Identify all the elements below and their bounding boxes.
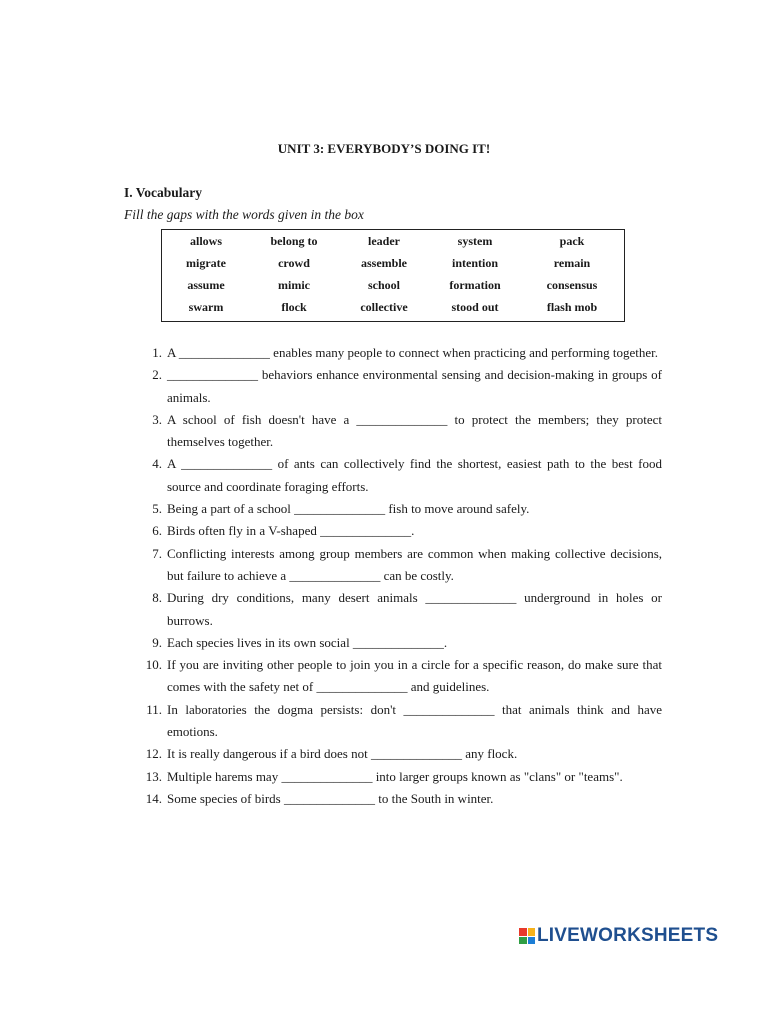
question-item	[138, 699, 662, 744]
question-text: ______________ behaviors enhance environmental sensing and decision-making in groups of animals.	[167, 367, 662, 405]
question-item	[138, 453, 662, 498]
question-item	[138, 587, 662, 632]
word-option: consensus	[546, 278, 598, 292]
word-option: allows	[189, 234, 222, 248]
question-text: A school of fish doesn't have a ______________ to protect the members; they protect themselves together.	[167, 411, 662, 450]
question-text: Each species lives in its own social ______________.	[167, 634, 448, 650]
word-option: remain	[553, 256, 591, 270]
logo-text: LIVEWORKSHEETS	[537, 925, 719, 946]
question-number: 8.	[152, 590, 162, 606]
question-number: 2.	[152, 367, 162, 383]
question-text: Birds often fly in a V-shaped ______________.	[167, 523, 415, 539]
logo-icon	[519, 928, 535, 944]
word-row	[162, 254, 624, 272]
word-option: mimic	[278, 278, 310, 292]
question-text: A ______________ of ants can collectively find the shortest, easiest path to the best food source and coordinate foraging efforts.	[167, 456, 662, 494]
question-list	[138, 342, 662, 810]
word-option: swarm	[188, 300, 224, 314]
logo-square	[528, 937, 536, 945]
logo-square	[528, 928, 536, 936]
word-option: assume	[187, 278, 225, 292]
word-option: pack	[559, 234, 585, 248]
word-option: belong to	[270, 234, 318, 248]
question-text: It is really dangerous if a bird does not ______________ any flock.	[167, 746, 518, 762]
question-text: Being a part of a school ______________ fish to move around safely.	[167, 501, 530, 517]
question-item	[138, 766, 662, 788]
question-number: 11.	[146, 701, 162, 717]
question-item	[138, 788, 662, 810]
word-option: flock	[281, 300, 307, 314]
word-option: collective	[360, 300, 408, 314]
question-number: 1.	[152, 345, 162, 360]
question-text: Multiple harems may ______________ into larger groups known as "clans" or "teams".	[167, 768, 623, 784]
logo-square	[519, 928, 527, 936]
question-item	[138, 520, 662, 542]
question-number: 12.	[145, 746, 162, 762]
question-text: If you are inviting other people to join you in a circle for a specific reason, do make sure that comes with the safety net of ______________ and guidelines.	[167, 657, 662, 695]
question-number: 7.	[152, 545, 162, 561]
word-box	[161, 229, 625, 322]
word-row	[162, 276, 624, 294]
instruction-text: Fill the gaps with the words given in the box	[124, 207, 364, 222]
logo-square	[519, 937, 527, 945]
liveworksheets-logo	[519, 925, 718, 947]
word-option: intention	[451, 256, 498, 270]
question-item	[138, 743, 662, 765]
word-option: crowd	[278, 256, 310, 270]
question-text: Conflicting interests among group members are common when making collective decisions, but failure to achieve a ______________ can be costly.	[167, 545, 662, 583]
question-item	[138, 364, 662, 409]
question-item	[138, 654, 662, 699]
question-number: 4.	[152, 456, 162, 472]
word-option: migrate	[186, 256, 226, 270]
question-text: During dry conditions, many desert animals ______________ underground in holes or burrows.	[167, 590, 662, 628]
question-item	[138, 543, 662, 588]
question-text: In laboratories the dogma persists: don't ______________ that animals think and have emotions.	[167, 701, 662, 740]
question-text: Some species of birds ______________ to the South in winter.	[167, 790, 494, 806]
word-row	[162, 298, 624, 316]
word-row	[162, 232, 624, 250]
question-number: 6.	[152, 523, 162, 539]
word-option: assemble	[361, 256, 407, 270]
word-option: system	[457, 234, 493, 248]
question-number: 9.	[152, 634, 162, 650]
question-number: 13.	[145, 768, 162, 784]
section-heading: I. Vocabulary	[124, 185, 203, 200]
word-option: stood out	[451, 300, 499, 314]
word-option: school	[367, 278, 400, 292]
question-number: 5.	[152, 501, 162, 517]
word-option: leader	[368, 234, 400, 248]
question-number: 14.	[145, 790, 162, 806]
question-item	[138, 342, 662, 364]
page-title: UNIT 3: EVERYBODY’S DOING IT!	[277, 141, 491, 156]
question-number: 10.	[145, 657, 162, 673]
question-number: 3.	[152, 411, 162, 427]
word-option: flash mob	[546, 300, 598, 314]
question-text: A ______________ enables many people to connect when practicing and performing together.	[167, 345, 658, 360]
word-grid	[162, 230, 624, 321]
question-item	[138, 409, 662, 454]
word-option: formation	[449, 278, 501, 292]
question-item	[138, 632, 662, 654]
question-item	[138, 498, 662, 520]
